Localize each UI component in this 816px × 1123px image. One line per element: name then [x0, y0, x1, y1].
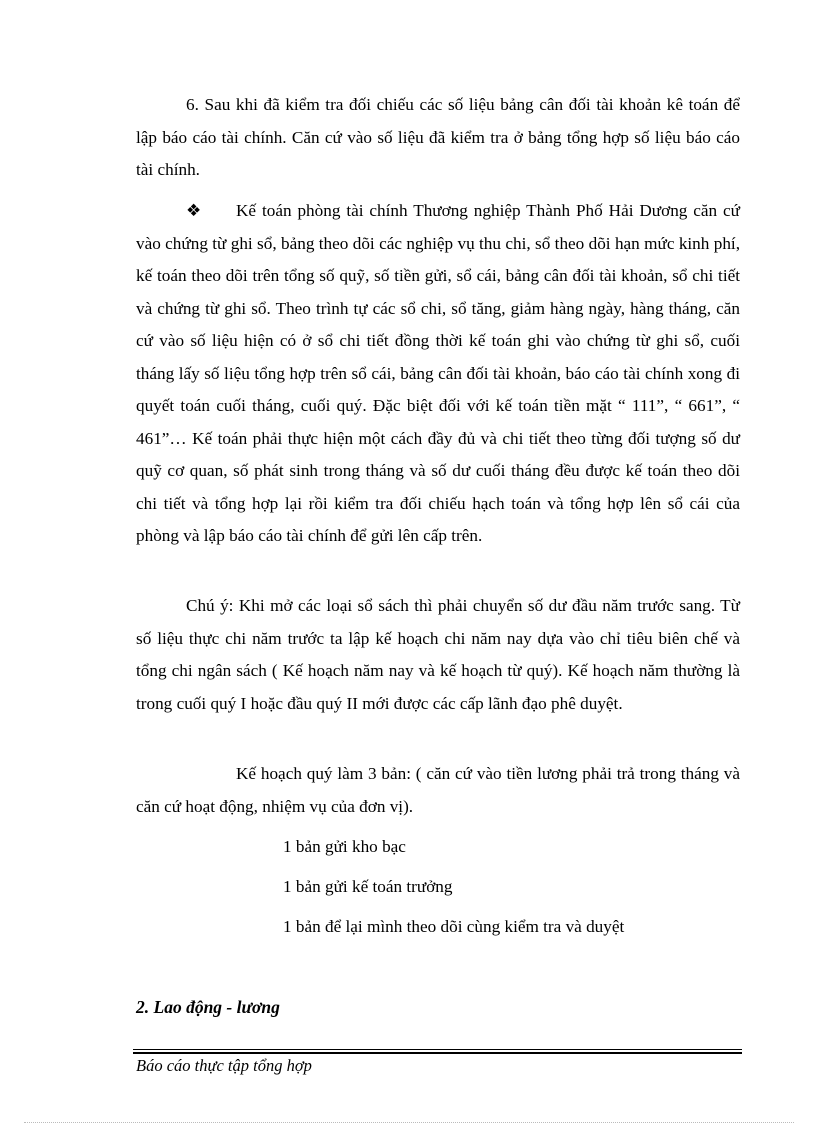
diamond-bullet-icon: ❖: [186, 201, 202, 221]
footer-divider: [133, 1049, 742, 1050]
paragraph-note: Chú ý: Khi mở các loại sổ sách thì phải chuyển số dư đầu năm trước sang. Từ số liệu thực chi năm trước ta lập kế hoạch chi năm nay dựa vào chỉ tiêu biên chế và tổng chi ngân sách ( Kế hoạch năm nay và kế hoạch từ quý). Kế hoạch năm thường là trong cuối quý I hoặc đầu quý II mới được các cấp lãnh đạo phê duyệt.: [136, 596, 740, 713]
section-heading: 2. Lao động - lương: [136, 997, 280, 1017]
copy-list-item: 1 bản gửi kho bạc: [283, 837, 406, 856]
page-footer: Báo cáo thực tập tổng hợp: [136, 1056, 312, 1075]
copy-list-item: 1 bản để lại mình theo dõi cùng kiểm tra và duyệt: [283, 917, 625, 936]
paragraph-step-6: 6. Sau khi đã kiểm tra đối chiếu các số liệu bảng cân đối tài khoản kê toán để lập báo cáo tài chính. Căn cứ vào số liệu đã kiểm tra ở bảng tổng hợp số liệu báo cáo tài chính.: [136, 95, 740, 179]
paragraph-accounting-process: Kế toán phòng tài chính Thương nghiệp Thành Phố Hải Dương căn cứ vào chứng từ ghi sổ, bảng theo dõi các nghiệp vụ thu chi, sổ theo dõi hạn mức kinh phí, kế toán theo dõi trên tổng số quỹ, số tiền gửi, sổ cái, bảng cân đối tài khoản, sổ chi tiết và chứng từ ghi sổ. Theo trình tự các sổ chi, sổ tăng, giảm hàng ngày, hàng tháng, căn cứ vào số liệu hiện có ở sổ chi tiết đồng thời kế toán ghi vào chứng từ ghi sổ, cuối tháng lấy số liệu tổng hợp trên sổ cái, bảng cân đối tài khoản, báo cáo tài chính xong đi quyết toán cuối tháng, cuối quý. Đặc biệt đối với kế toán tiền mặt “ 111”, “ 661”, “ 461”… Kế toán phải thực hiện một cách đầy đủ và chi tiết theo từng đối tượng số dư quỹ cơ quan, số phát sinh trong tháng và số dư cuối tháng đều được kế toán theo dõi chi tiết và tổng hợp lại rồi kiểm tra đối chiếu hạch toán và tổng hợp lên sổ cái của phòng và lập báo cáo tài chính để gửi lên cấp trên.: [136, 201, 740, 545]
paragraph-quarterly-plan: Kế hoạch quý làm 3 bản: ( căn cứ vào tiền lương phải trả trong tháng và căn cứ hoạt động, nhiệm vụ của đơn vị).: [136, 764, 740, 816]
footer-divider: [133, 1052, 742, 1054]
copy-list-item: 1 bản gửi kế toán trưởng: [283, 877, 453, 896]
